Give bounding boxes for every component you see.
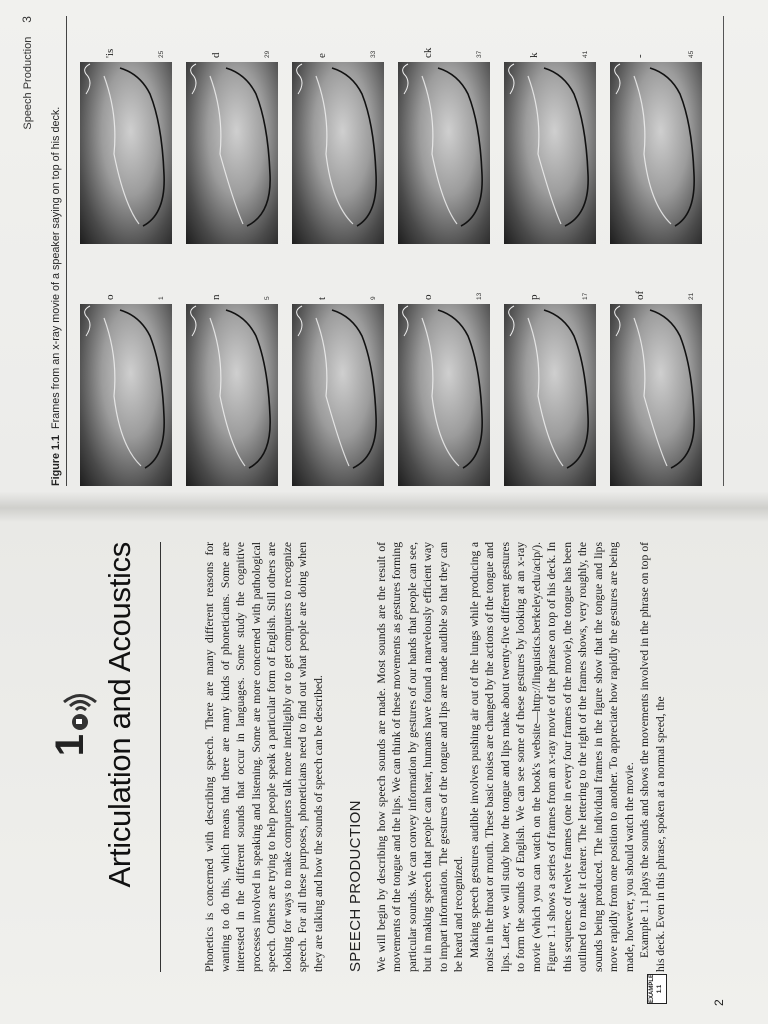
frame-number: 45 [688, 50, 695, 58]
paragraph-3: Example 1.1 plays the sounds and shows the movements involved in the phrase on top of his deck. Even in this phrase, spoken at a normal speed, the [638, 542, 667, 972]
example-badge-label: EXAMPLE [649, 973, 655, 1003]
xray-image [186, 62, 278, 244]
xray-image [610, 62, 702, 244]
intro-paragraph: Phonetics is concerned with describing speech. There are many different reasons for wanting to do this, which means that there are many kinds of phoneticians. Some are interested in the different sounds that occur in languages. Some study the cognitive processes involved in speaking and listening. Some are more concerned with pathological speech. Others are trying to help people speak a particular form of English. Still others are looking for ways to make computers talk more intelligibly or to get computers to recognize speech. For all these purposes, phoneticians need to find out what people are doing when they are talking and how the sounds of speech can be described. [203, 542, 325, 972]
xray-frame [610, 290, 702, 486]
frame-number: 5 [264, 296, 271, 300]
xray-frame [504, 48, 596, 244]
chapter-header [48, 542, 168, 972]
frame-number: 17 [582, 292, 589, 300]
frame-sound-label: e [316, 53, 328, 58]
xray-frame [398, 48, 490, 244]
chapter-number: 1 [48, 734, 92, 757]
xray-image [398, 304, 490, 486]
section-heading: SPEECH PRODUCTION [347, 800, 364, 972]
frame-sound-label: t [316, 296, 328, 300]
xray-frame [398, 290, 490, 486]
frame-number: 29 [264, 50, 271, 58]
frame-number: 33 [370, 50, 377, 58]
xray-frame [292, 48, 384, 244]
frame-number: 1 [158, 296, 165, 300]
frame-number: 41 [582, 50, 589, 58]
xray-image [398, 62, 490, 244]
xray-frame [186, 290, 278, 486]
figure-caption [50, 16, 62, 486]
right-page [18, 8, 734, 486]
xray-frame [80, 48, 172, 244]
audio-waves-icon [46, 680, 98, 732]
page-number-right: 3 [20, 16, 34, 23]
frame-sound-label: o [422, 294, 434, 300]
figure-label: Figure 1.1 [50, 434, 62, 486]
frame-sound-label: k [528, 52, 540, 58]
xray-image [610, 304, 702, 486]
page-number-left: 2 [712, 999, 726, 1006]
xray-frame [292, 290, 384, 486]
xray-image [292, 304, 384, 486]
frame-sound-label: d [210, 52, 222, 58]
xray-image [504, 62, 596, 244]
frame-sound-label: o [104, 294, 116, 300]
frame-number: 37 [476, 50, 483, 58]
xray-image [80, 62, 172, 244]
xray-frame [186, 48, 278, 244]
xray-image [80, 304, 172, 486]
body-text [202, 542, 668, 972]
frame-sound-label: - [634, 54, 646, 58]
xray-image [292, 62, 384, 244]
paragraph-1: We will begin by describing how speech sounds are made. Most sounds are the result of movements of the tongue and the lips. We can think of these movements as gestures forming particular sounds. We can convey information by gestures of our hands that people can see, but in making speech that people can hear, humans have found a marvelously efficient way to impart information. The gestures of the tongue and lips are made audible so that they can be heard and recognized. [374, 542, 465, 972]
frame-sound-label: ck [422, 47, 434, 58]
xray-frame [80, 290, 172, 486]
running-head [20, 16, 34, 130]
xray-frame [504, 290, 596, 486]
left-page [12, 530, 728, 1008]
title-rule [160, 542, 161, 972]
chapter-title: Articulation and Acoustics [102, 542, 137, 888]
xray-frame-grid [80, 16, 710, 486]
frame-number: 25 [158, 50, 165, 58]
frame-sound-label: n [210, 294, 222, 300]
frame-number: 13 [476, 292, 483, 300]
frame-number: 9 [370, 296, 377, 300]
xray-image [186, 304, 278, 486]
xray-frame [610, 48, 702, 244]
frame-sound-label: 'is [104, 48, 116, 58]
paragraph-2: Making speech gestures audible involves pushing air out of the lungs while producing a noise in the throat or mouth. These basic noises are changed by the actions of the tongue and lips. Later, we will study how the tongue and lips make about twenty-five different gestures to form the sounds of English. We can see some of these gestures by looking at an x-ray movie (which you can watch on the book's website—http://linguistics.berkeley.edu/acip/). Figure 1.1 shows a series of frames from an x-ray movie of the phrase on top of his deck. In this sequence of twelve frames (one in every four frames of the movie), the tongue has been outlined to make it clearer. The lettering to the right of the frames shows, very roughly, the sounds being produced. The individual frames in the figure show that the tongue and lips move rapidly from one position to another. To appreciate how rapidly the gestures are being made, however, you should watch the movie. [467, 542, 636, 972]
figure-bottom-rule [723, 16, 724, 486]
frame-number: 21 [688, 292, 695, 300]
example-badge-number: 1.1 [657, 984, 663, 994]
frame-sound-label: p [528, 294, 540, 300]
caption-rule [66, 16, 67, 486]
xray-image [504, 304, 596, 486]
running-head-text: Speech Production [22, 36, 34, 130]
example-badge [647, 974, 667, 1004]
frame-sound-label: of [634, 290, 646, 300]
figure-caption-text: Frames from an x-ray movie of a speaker saying on top of his deck. [50, 106, 62, 429]
